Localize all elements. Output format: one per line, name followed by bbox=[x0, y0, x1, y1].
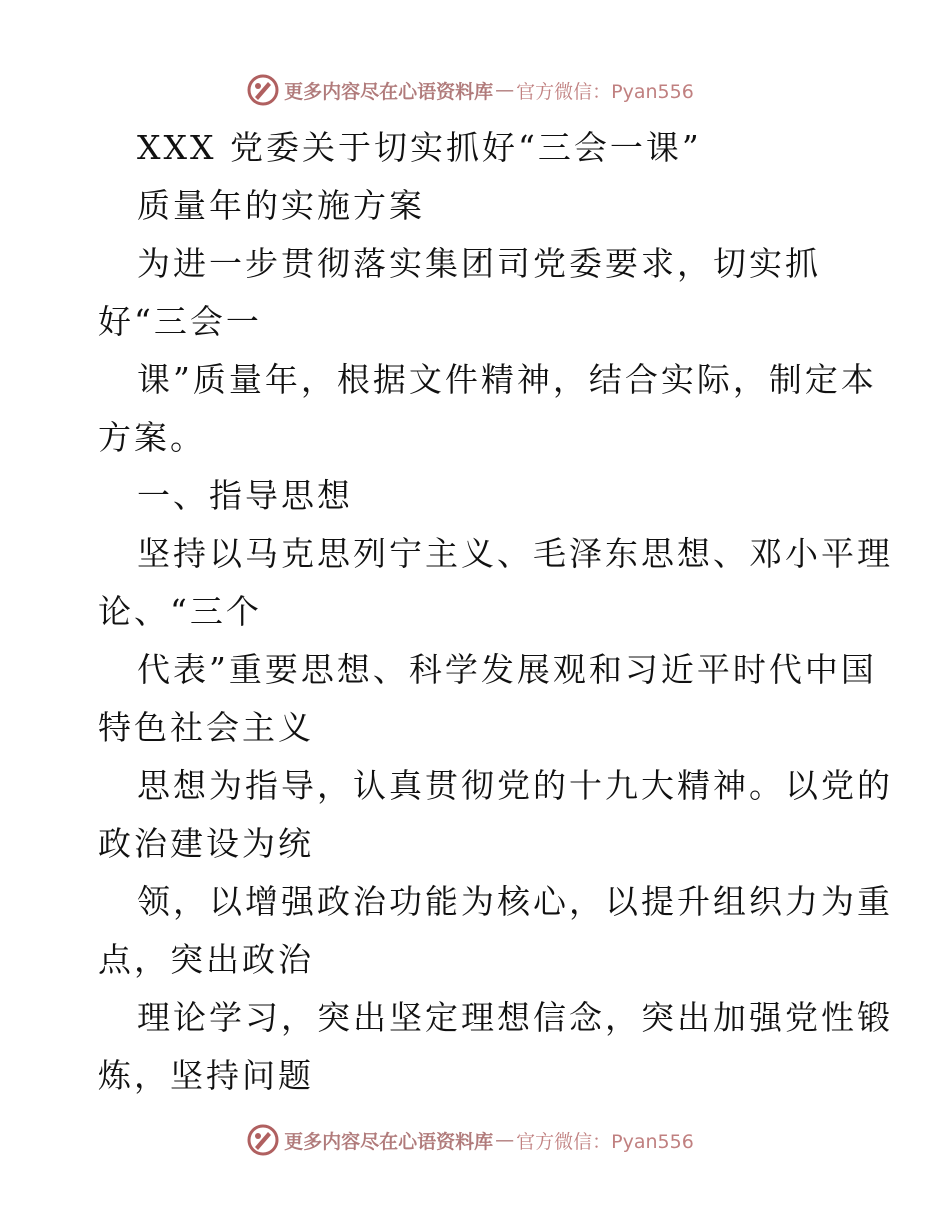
doc-text-line: 代表”重要思想、科学发展观和习近平时代中国 bbox=[137, 650, 877, 689]
doc-title-line-1: XXX 党委关于切实抓好“三会一课” bbox=[137, 128, 702, 167]
doc-text-line: 为进一步贯彻落实集团司党委要求，切实抓 bbox=[137, 244, 821, 283]
doc-text-line: 领，以增强政治功能为核心，以提升组织力为重 bbox=[137, 882, 893, 921]
doc-text-line: 论、“三个 bbox=[98, 592, 262, 631]
doc-text-line: 课”质量年，根据文件精神，结合实际，制定本 bbox=[137, 360, 877, 399]
brand-logo-icon bbox=[246, 1123, 280, 1157]
header-watermark-banner bbox=[0, 70, 950, 110]
banner-contact-text: 官方微信：Pyan556 bbox=[516, 1130, 694, 1153]
doc-text-line: 政治建设为统 bbox=[98, 824, 314, 863]
brand-logo-icon bbox=[246, 73, 280, 107]
doc-text-line: 理论学习，突出坚定理想信念，突出加强党性锻 bbox=[137, 998, 893, 1037]
doc-text-line: 点，突出政治 bbox=[98, 940, 314, 979]
banner-dash: — bbox=[495, 79, 515, 101]
banner-contact-text: 官方微信：Pyan556 bbox=[516, 80, 694, 103]
banner-site-text: 更多内容尽在心语资料库 bbox=[284, 1130, 494, 1153]
doc-text-line: 好“三会一 bbox=[98, 302, 262, 341]
footer-watermark-banner bbox=[0, 1120, 950, 1160]
doc-text-line: 特色社会主义 bbox=[98, 708, 314, 747]
banner-dash: — bbox=[495, 1129, 515, 1151]
banner-site-text: 更多内容尽在心语资料库 bbox=[284, 80, 494, 103]
doc-title-line-2: 质量年的实施方案 bbox=[137, 186, 425, 225]
doc-text-line: 炼，坚持问题 bbox=[98, 1056, 314, 1095]
doc-text-line: 坚持以马克思列宁主义、毛泽东思想、邓小平理 bbox=[137, 534, 893, 573]
section-heading: 一、指导思想 bbox=[137, 476, 353, 515]
doc-text-line: 思想为指导，认真贯彻党的十九大精神。以党的 bbox=[137, 766, 893, 805]
doc-text-line: 方案。 bbox=[98, 418, 206, 457]
